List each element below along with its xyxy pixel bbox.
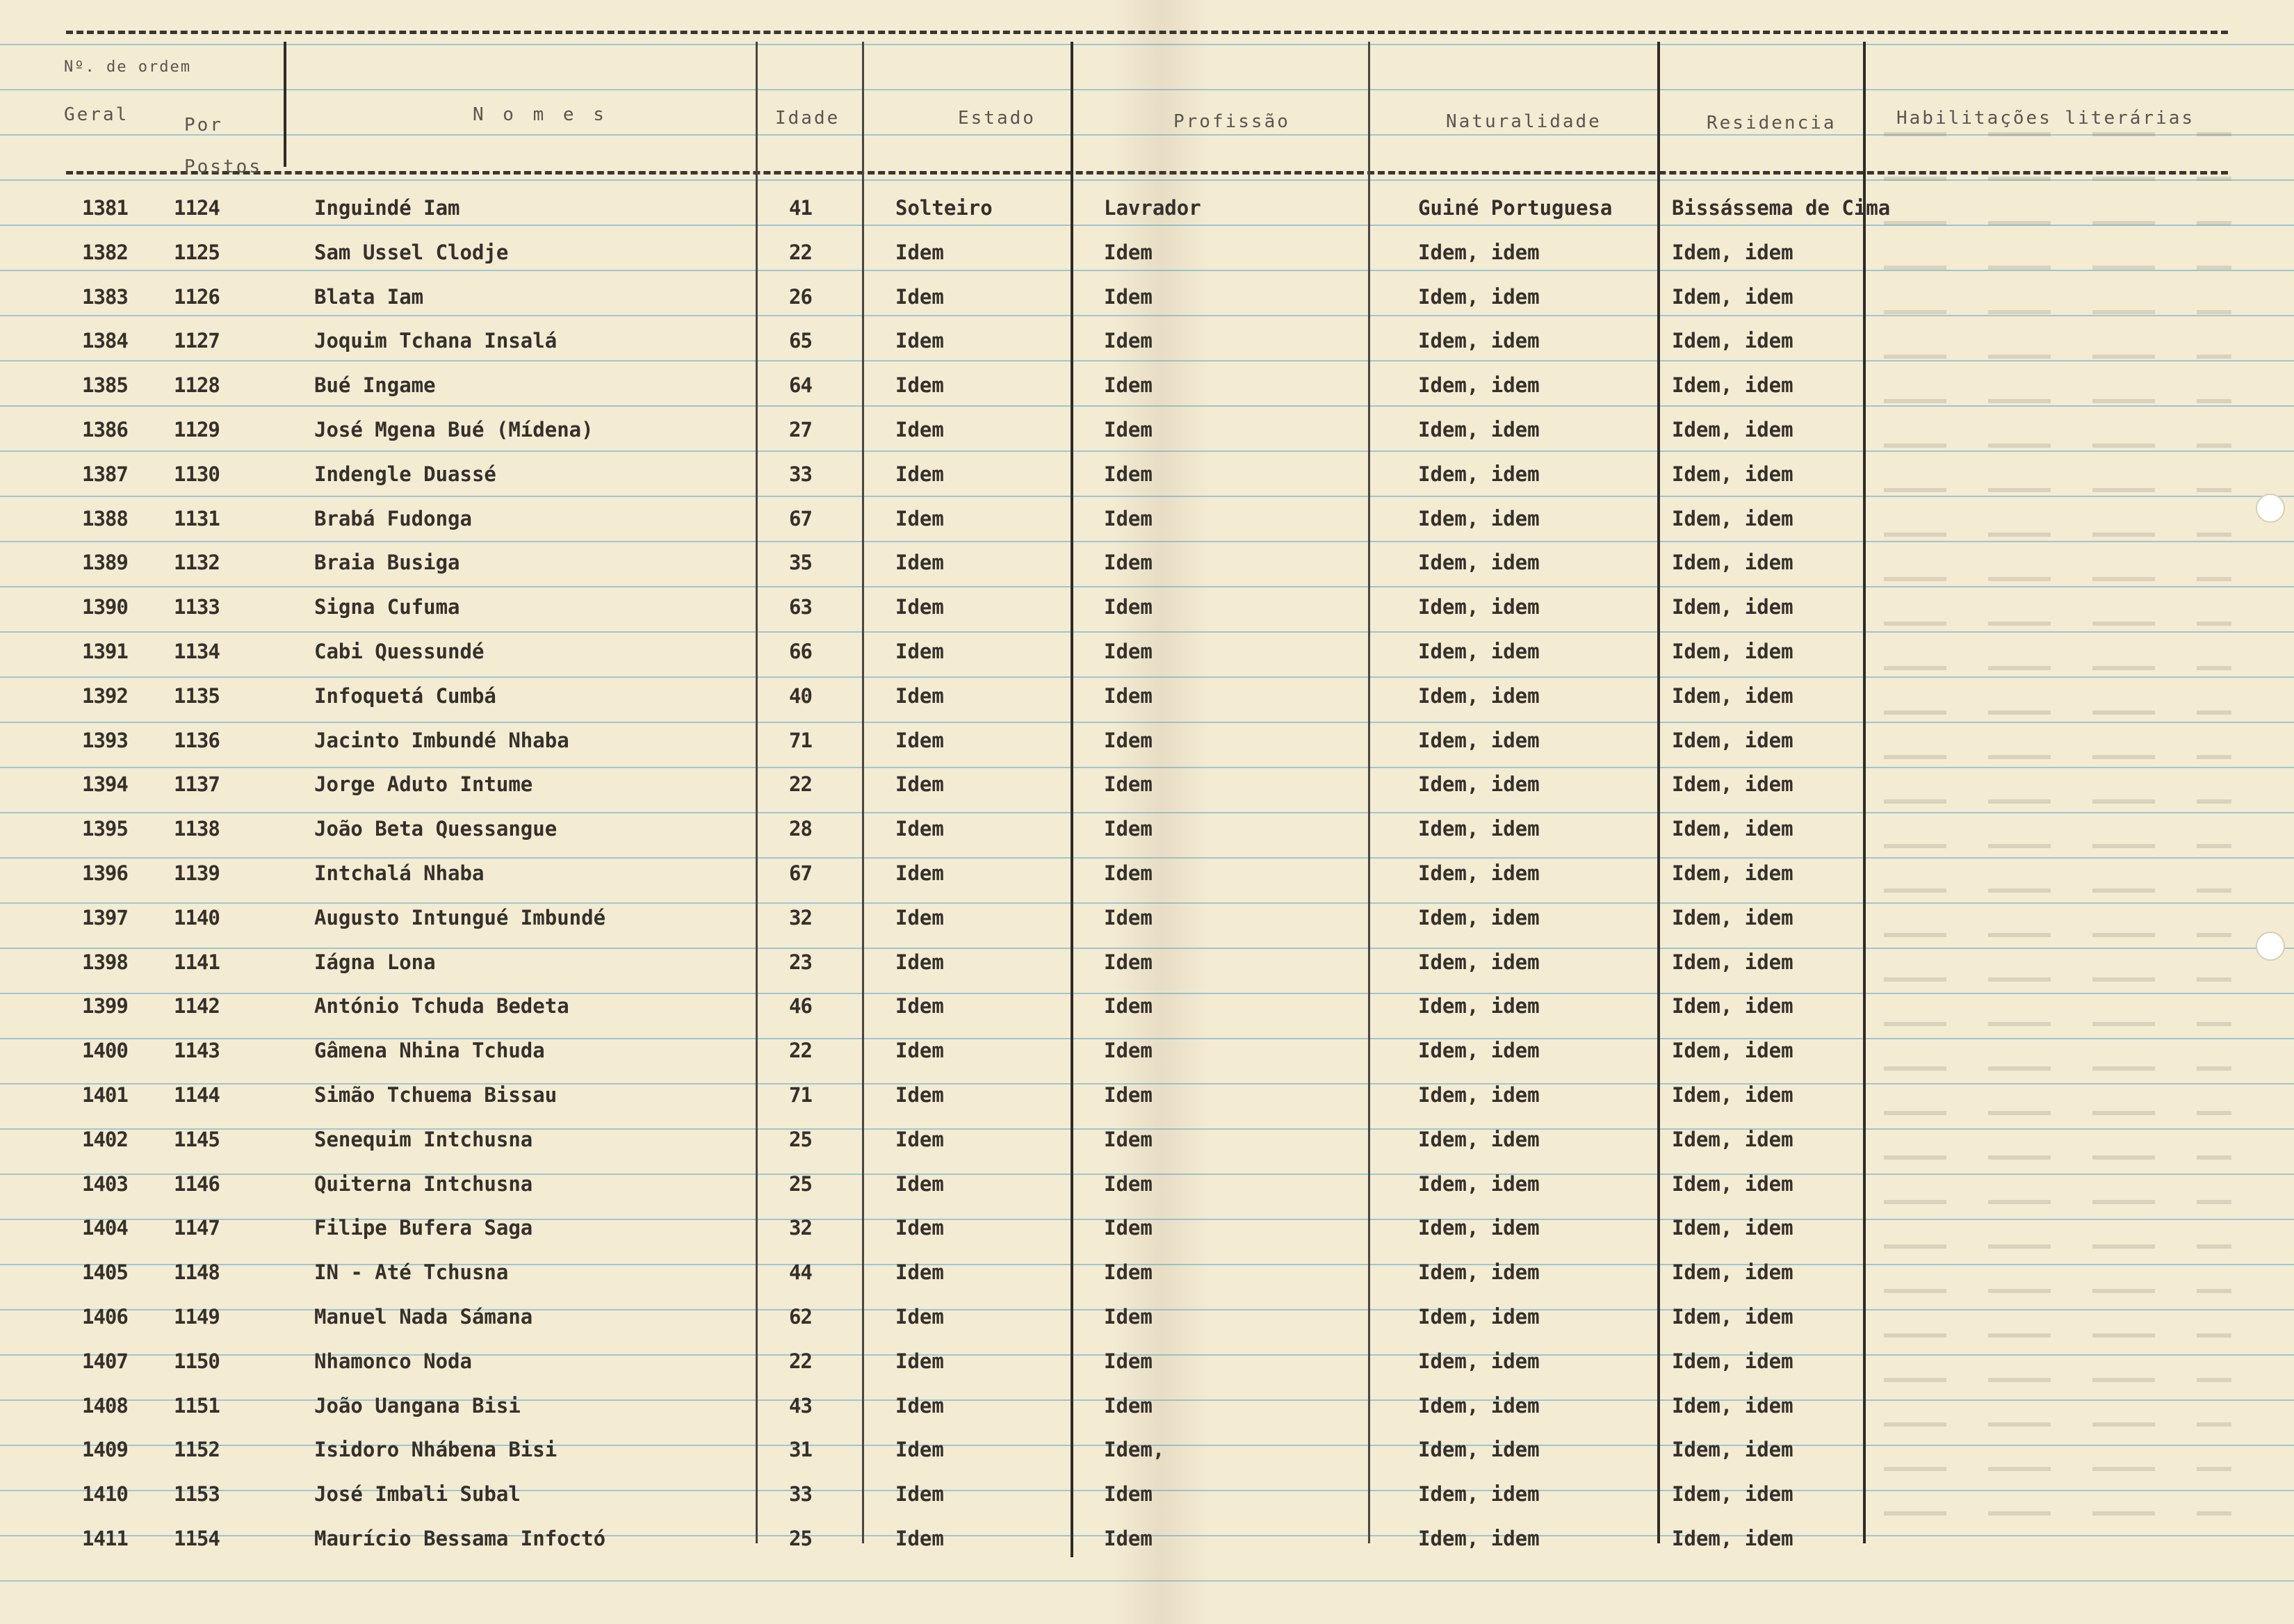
- cell-estado: Idem: [895, 640, 944, 663]
- cell-nome: António Tchuda Bedeta: [314, 994, 569, 1018]
- cell-idade: 64: [789, 373, 812, 398]
- cell-geral: 1382: [82, 240, 128, 264]
- cell-profissao: Idem: [1104, 595, 1153, 619]
- cell-nome: João Uangana Bisi: [314, 1393, 521, 1418]
- cell-nome: Bué Ingame: [314, 373, 436, 398]
- cell-idade: 65: [789, 329, 812, 353]
- cell-residencia: Idem, idem: [1672, 817, 1793, 841]
- header-por-postos: Por Postos: [184, 115, 262, 177]
- cell-por-postos: 1140: [174, 905, 220, 929]
- cell-estado: Idem: [895, 418, 944, 441]
- cell-por-postos: 1138: [174, 817, 220, 841]
- cell-profissao: Idem: [1104, 1083, 1153, 1107]
- cell-estado: Idem: [895, 1083, 944, 1107]
- cell-nome: Inguindé Iam: [314, 196, 460, 220]
- cell-idade: 71: [789, 728, 812, 752]
- header-residencia: Residencia: [1707, 113, 1837, 133]
- cell-geral: 1387: [82, 462, 128, 486]
- cell-idade: 46: [789, 994, 812, 1018]
- cell-nome: Indengle Duassé: [314, 462, 496, 486]
- cell-geral: 1395: [82, 817, 128, 841]
- cell-idade: 41: [789, 196, 812, 220]
- cell-estado: Idem: [895, 1527, 944, 1550]
- cell-nome: Gâmena Nhina Tchuda: [314, 1039, 545, 1063]
- cell-idade: 27: [789, 418, 812, 441]
- cell-nome: Braia Busiga: [314, 551, 460, 575]
- cell-nome: Infoquetá Cumbá: [314, 683, 496, 708]
- header-estado: Estado: [958, 108, 1036, 129]
- cell-idade: 67: [789, 861, 812, 885]
- cell-residencia: Idem, idem: [1672, 1349, 1793, 1373]
- cell-idade: 66: [789, 640, 812, 663]
- cell-profissao: Idem: [1104, 1260, 1153, 1285]
- cell-idade: 22: [789, 1039, 812, 1063]
- cell-estado: Idem: [895, 1393, 944, 1418]
- cell-residencia: Idem, idem: [1672, 551, 1793, 575]
- cell-geral: 1385: [82, 373, 128, 398]
- cell-geral: 1409: [82, 1438, 128, 1462]
- cell-geral: 1407: [82, 1349, 128, 1373]
- cell-idade: 67: [789, 506, 812, 530]
- cell-idade: 22: [789, 1349, 812, 1373]
- cell-nome: Simão Tchuema Bissau: [314, 1083, 558, 1107]
- top-dashed-rule: [66, 31, 2228, 34]
- cell-estado: Idem: [895, 551, 944, 575]
- cell-idade: 23: [789, 950, 812, 974]
- cell-geral: 1406: [82, 1305, 128, 1329]
- cell-estado: Idem: [895, 329, 944, 353]
- cell-profissao: Idem,: [1104, 1438, 1165, 1462]
- cell-naturalidade: Idem, idem: [1418, 1171, 1540, 1196]
- cell-geral: 1397: [82, 905, 128, 929]
- cell-profissao: Idem: [1104, 240, 1153, 264]
- cell-por-postos: 1146: [174, 1171, 220, 1196]
- cell-por-postos: 1134: [174, 640, 220, 663]
- cell-estado: Idem: [895, 772, 944, 797]
- cell-residencia: Idem, idem: [1672, 1260, 1793, 1285]
- cell-por-postos: 1141: [174, 950, 220, 974]
- cell-geral: 1381: [82, 196, 128, 220]
- cell-naturalidade: Idem, idem: [1418, 1482, 1540, 1507]
- cell-por-postos: 1150: [174, 1349, 220, 1373]
- column-divider: [1657, 42, 1660, 1543]
- cell-naturalidade: Idem, idem: [1418, 1127, 1540, 1151]
- cell-profissao: Idem: [1104, 1171, 1153, 1196]
- cell-naturalidade: Idem, idem: [1418, 418, 1540, 441]
- cell-nome: IN - Até Tchusna: [314, 1260, 509, 1285]
- cell-geral: 1383: [82, 284, 128, 309]
- cell-residencia: Idem, idem: [1672, 861, 1793, 885]
- cell-naturalidade: Idem, idem: [1418, 950, 1540, 974]
- cell-residencia: Idem, idem: [1672, 950, 1793, 974]
- cell-idade: 40: [789, 683, 812, 708]
- header-habilitacoes: Habilitações literárias: [1896, 108, 2195, 129]
- cell-por-postos: 1132: [174, 551, 220, 575]
- cell-nome: Nhamonco Noda: [314, 1349, 472, 1373]
- cell-idade: 22: [789, 772, 812, 797]
- cell-idade: 63: [789, 595, 812, 619]
- cell-geral: 1384: [82, 329, 128, 353]
- cell-profissao: Idem: [1104, 994, 1153, 1018]
- cell-estado: Idem: [895, 1349, 944, 1373]
- cell-por-postos: 1154: [174, 1527, 220, 1550]
- cell-por-postos: 1142: [174, 994, 220, 1018]
- cell-residencia: Idem, idem: [1672, 373, 1793, 398]
- cell-naturalidade: Idem, idem: [1418, 1527, 1540, 1550]
- cell-nome: Joquim Tchana Insalá: [314, 329, 558, 353]
- cell-idade: 31: [789, 1438, 812, 1462]
- cell-estado: Idem: [895, 905, 944, 929]
- cell-profissao: Idem: [1104, 817, 1153, 841]
- cell-estado: Idem: [895, 284, 944, 309]
- cell-geral: 1396: [82, 861, 128, 885]
- header-naturalidade: Naturalidade: [1446, 111, 1602, 132]
- cell-naturalidade: Idem, idem: [1418, 861, 1540, 885]
- cell-nome: Isidoro Nhábena Bisi: [314, 1438, 558, 1462]
- cell-naturalidade: Idem, idem: [1418, 1083, 1540, 1107]
- cell-estado: Idem: [895, 950, 944, 974]
- cell-geral: 1403: [82, 1171, 128, 1196]
- cell-residencia: Idem, idem: [1672, 1393, 1793, 1418]
- cell-geral: 1404: [82, 1216, 128, 1240]
- cell-naturalidade: Idem, idem: [1418, 240, 1540, 264]
- cell-naturalidade: Idem, idem: [1418, 1039, 1540, 1063]
- cell-profissao: Idem: [1104, 1216, 1153, 1240]
- cell-idade: 28: [789, 817, 812, 841]
- cell-idade: 25: [789, 1527, 812, 1550]
- cell-naturalidade: Idem, idem: [1418, 994, 1540, 1018]
- cell-geral: 1399: [82, 994, 128, 1018]
- cell-profissao: Idem: [1104, 772, 1153, 797]
- punch-hole: [2256, 494, 2285, 523]
- cell-naturalidade: Idem, idem: [1418, 1216, 1540, 1240]
- cell-profissao: Idem: [1104, 1482, 1153, 1507]
- cell-residencia: Idem, idem: [1672, 728, 1793, 752]
- cell-profissao: Idem: [1104, 418, 1153, 441]
- cell-por-postos: 1149: [174, 1305, 220, 1329]
- cell-residencia: Idem, idem: [1672, 905, 1793, 929]
- cell-estado: Idem: [895, 861, 944, 885]
- cell-nome: José Imbali Subal: [314, 1482, 521, 1507]
- cell-por-postos: 1125: [174, 240, 220, 264]
- cell-residencia: Idem, idem: [1672, 1127, 1793, 1151]
- cell-nome: Manuel Nada Sámana: [314, 1305, 533, 1329]
- cell-estado: Idem: [895, 817, 944, 841]
- cell-naturalidade: Idem, idem: [1418, 905, 1540, 929]
- cell-por-postos: 1128: [174, 373, 220, 398]
- cell-por-postos: 1129: [174, 418, 220, 441]
- cell-por-postos: 1126: [174, 284, 220, 309]
- cell-por-postos: 1144: [174, 1083, 220, 1107]
- cell-estado: Idem: [895, 683, 944, 708]
- cell-geral: 1408: [82, 1393, 128, 1418]
- cell-geral: 1390: [82, 595, 128, 619]
- cell-residencia: Idem, idem: [1672, 1171, 1793, 1196]
- cell-profissao: Idem: [1104, 551, 1153, 575]
- cell-residencia: Idem, idem: [1672, 640, 1793, 663]
- cell-residencia: Idem, idem: [1672, 1039, 1793, 1063]
- cell-naturalidade: Idem, idem: [1418, 595, 1540, 619]
- cell-estado: Idem: [895, 1039, 944, 1063]
- cell-idade: 71: [789, 1083, 812, 1107]
- cell-geral: 1386: [82, 418, 128, 441]
- cell-estado: Solteiro: [895, 196, 993, 220]
- cell-naturalidade: Idem, idem: [1418, 373, 1540, 398]
- cell-naturalidade: Idem, idem: [1418, 1349, 1540, 1373]
- cell-por-postos: 1151: [174, 1393, 220, 1418]
- column-divider: [284, 42, 286, 167]
- cell-residencia: Idem, idem: [1672, 1216, 1793, 1240]
- cell-por-postos: 1145: [174, 1127, 220, 1151]
- cell-nome: Signa Cufuma: [314, 595, 460, 619]
- cell-estado: Idem: [895, 728, 944, 752]
- cell-naturalidade: Idem, idem: [1418, 284, 1540, 309]
- cell-por-postos: 1127: [174, 329, 220, 353]
- cell-residencia: Idem, idem: [1672, 1083, 1793, 1107]
- cell-por-postos: 1135: [174, 683, 220, 708]
- cell-profissao: Idem: [1104, 506, 1153, 530]
- cell-residencia: Idem, idem: [1672, 284, 1793, 309]
- cell-profissao: Idem: [1104, 329, 1153, 353]
- cell-profissao: Idem: [1104, 1393, 1153, 1418]
- cell-idade: 32: [789, 1216, 812, 1240]
- cell-profissao: Idem: [1104, 284, 1153, 309]
- header-profissao: Profissão: [1173, 111, 1290, 132]
- cell-estado: Idem: [895, 240, 944, 264]
- cell-nome: Iágna Lona: [314, 950, 436, 974]
- cell-nome: Intchalá Nhaba: [314, 861, 485, 885]
- cell-idade: 62: [789, 1305, 812, 1329]
- cell-naturalidade: Idem, idem: [1418, 772, 1540, 797]
- cell-geral: 1411: [82, 1527, 128, 1550]
- cell-nome: Filipe Bufera Saga: [314, 1216, 533, 1240]
- cell-nome: Sam Ussel Clodje: [314, 240, 509, 264]
- cell-idade: 25: [789, 1171, 812, 1196]
- cell-geral: 1400: [82, 1039, 128, 1063]
- cell-residencia: Idem, idem: [1672, 506, 1793, 530]
- cell-naturalidade: Idem, idem: [1418, 1393, 1540, 1418]
- cell-idade: 26: [789, 284, 812, 309]
- cell-naturalidade: Idem, idem: [1418, 640, 1540, 663]
- cell-geral: 1393: [82, 728, 128, 752]
- cell-nome: José Mgena Bué (Mídena): [314, 418, 594, 441]
- cell-por-postos: 1130: [174, 462, 220, 486]
- column-divider: [756, 42, 758, 1543]
- cell-naturalidade: Idem, idem: [1418, 329, 1540, 353]
- column-divider: [1863, 42, 1866, 1543]
- cell-residencia: Idem, idem: [1672, 994, 1793, 1018]
- bleed-through-text: [1884, 104, 2231, 1550]
- cell-estado: Idem: [895, 1438, 944, 1462]
- cell-geral: 1398: [82, 950, 128, 974]
- cell-residencia: Idem, idem: [1672, 1305, 1793, 1329]
- cell-idade: 35: [789, 551, 812, 575]
- cell-nome: Brabá Fudonga: [314, 506, 472, 530]
- cell-nome: Blata Iam: [314, 284, 424, 309]
- cell-naturalidade: Idem, idem: [1418, 462, 1540, 486]
- cell-por-postos: 1137: [174, 772, 220, 797]
- cell-por-postos: 1136: [174, 728, 220, 752]
- cell-profissao: Idem: [1104, 1527, 1153, 1550]
- cell-idade: 22: [789, 240, 812, 264]
- cell-estado: Idem: [895, 506, 944, 530]
- cell-por-postos: 1131: [174, 506, 220, 530]
- cell-naturalidade: Idem, idem: [1418, 1305, 1540, 1329]
- header-n-ordem: Nº. de ordem: [64, 58, 191, 76]
- cell-nome: Jorge Aduto Intume: [314, 772, 533, 797]
- cell-naturalidade: Idem, idem: [1418, 728, 1540, 752]
- header-dashed-rule: [66, 171, 2228, 174]
- cell-naturalidade: Idem, idem: [1418, 551, 1540, 575]
- cell-naturalidade: Guiné Portuguesa: [1418, 196, 1613, 220]
- cell-por-postos: 1147: [174, 1216, 220, 1240]
- cell-nome: João Beta Quessangue: [314, 817, 558, 841]
- cell-idade: 25: [789, 1127, 812, 1151]
- cell-profissao: Idem: [1104, 640, 1153, 663]
- cell-nome: Augusto Intungué Imbundé: [314, 905, 606, 929]
- cell-idade: 44: [789, 1260, 812, 1285]
- cell-residencia: Idem, idem: [1672, 418, 1793, 441]
- cell-geral: 1392: [82, 683, 128, 708]
- cell-por-postos: 1133: [174, 595, 220, 619]
- cell-geral: 1389: [82, 551, 128, 575]
- cell-nome: Senequim Intchusna: [314, 1127, 533, 1151]
- cell-profissao: Lavrador: [1104, 196, 1201, 220]
- cell-naturalidade: Idem, idem: [1418, 1438, 1540, 1462]
- punch-hole: [2256, 932, 2285, 961]
- cell-estado: Idem: [895, 994, 944, 1018]
- cell-geral: 1405: [82, 1260, 128, 1285]
- header-nomes: N o m e s: [473, 104, 608, 125]
- cell-profissao: Idem: [1104, 683, 1153, 708]
- cell-por-postos: 1152: [174, 1438, 220, 1462]
- cell-geral: 1402: [82, 1127, 128, 1151]
- cell-idade: 43: [789, 1393, 812, 1418]
- cell-estado: Idem: [895, 1482, 944, 1507]
- column-divider: [1368, 42, 1370, 1543]
- cell-estado: Idem: [895, 1260, 944, 1285]
- cell-idade: 33: [789, 462, 812, 486]
- cell-residencia: Idem, idem: [1672, 595, 1793, 619]
- cell-por-postos: 1139: [174, 861, 220, 885]
- cell-residencia: Idem, idem: [1672, 462, 1793, 486]
- cell-naturalidade: Idem, idem: [1418, 683, 1540, 708]
- cell-por-postos: 1124: [174, 196, 220, 220]
- cell-profissao: Idem: [1104, 462, 1153, 486]
- cell-residencia: Idem, idem: [1672, 329, 1793, 353]
- cell-profissao: Idem: [1104, 1127, 1153, 1151]
- cell-estado: Idem: [895, 1216, 944, 1240]
- column-divider: [1071, 42, 1073, 1557]
- cell-profissao: Idem: [1104, 861, 1153, 885]
- cell-residencia: Idem, idem: [1672, 1482, 1793, 1507]
- cell-estado: Idem: [895, 595, 944, 619]
- header-geral: Geral: [64, 104, 129, 125]
- cell-naturalidade: Idem, idem: [1418, 1260, 1540, 1285]
- cell-profissao: Idem: [1104, 373, 1153, 398]
- cell-residencia: Idem, idem: [1672, 1438, 1793, 1462]
- cell-profissao: Idem: [1104, 1305, 1153, 1329]
- cell-residencia: Idem, idem: [1672, 240, 1793, 264]
- cell-idade: 33: [789, 1482, 812, 1507]
- cell-por-postos: 1143: [174, 1039, 220, 1063]
- cell-estado: Idem: [895, 1305, 944, 1329]
- cell-por-postos: 1148: [174, 1260, 220, 1285]
- cell-profissao: Idem: [1104, 1039, 1153, 1063]
- cell-profissao: Idem: [1104, 728, 1153, 752]
- cell-geral: 1401: [82, 1083, 128, 1107]
- cell-estado: Idem: [895, 462, 944, 486]
- cell-residencia: Idem, idem: [1672, 683, 1793, 708]
- cell-geral: 1388: [82, 506, 128, 530]
- column-divider: [862, 42, 864, 1543]
- cell-geral: 1394: [82, 772, 128, 797]
- cell-nome: Cabi Quessundé: [314, 640, 485, 663]
- cell-estado: Idem: [895, 1127, 944, 1151]
- cell-profissao: Idem: [1104, 950, 1153, 974]
- cell-residencia: Idem, idem: [1672, 772, 1793, 797]
- cell-geral: 1410: [82, 1482, 128, 1507]
- cell-naturalidade: Idem, idem: [1418, 506, 1540, 530]
- cell-idade: 32: [789, 905, 812, 929]
- cell-por-postos: 1153: [174, 1482, 220, 1507]
- cell-profissao: Idem: [1104, 905, 1153, 929]
- cell-nome: Jacinto Imbundé Nhaba: [314, 728, 569, 752]
- cell-nome: Maurício Bessama Infoctó: [314, 1527, 606, 1550]
- cell-nome: Quiterna Intchusna: [314, 1171, 533, 1196]
- cell-residencia: Idem, idem: [1672, 1527, 1793, 1550]
- header-idade: Idade: [775, 108, 840, 129]
- cell-profissao: Idem: [1104, 1349, 1153, 1373]
- cell-residencia: Bissássema de Cima: [1672, 196, 1891, 220]
- cell-naturalidade: Idem, idem: [1418, 817, 1540, 841]
- cell-estado: Idem: [895, 373, 944, 398]
- cell-estado: Idem: [895, 1171, 944, 1196]
- cell-geral: 1391: [82, 640, 128, 663]
